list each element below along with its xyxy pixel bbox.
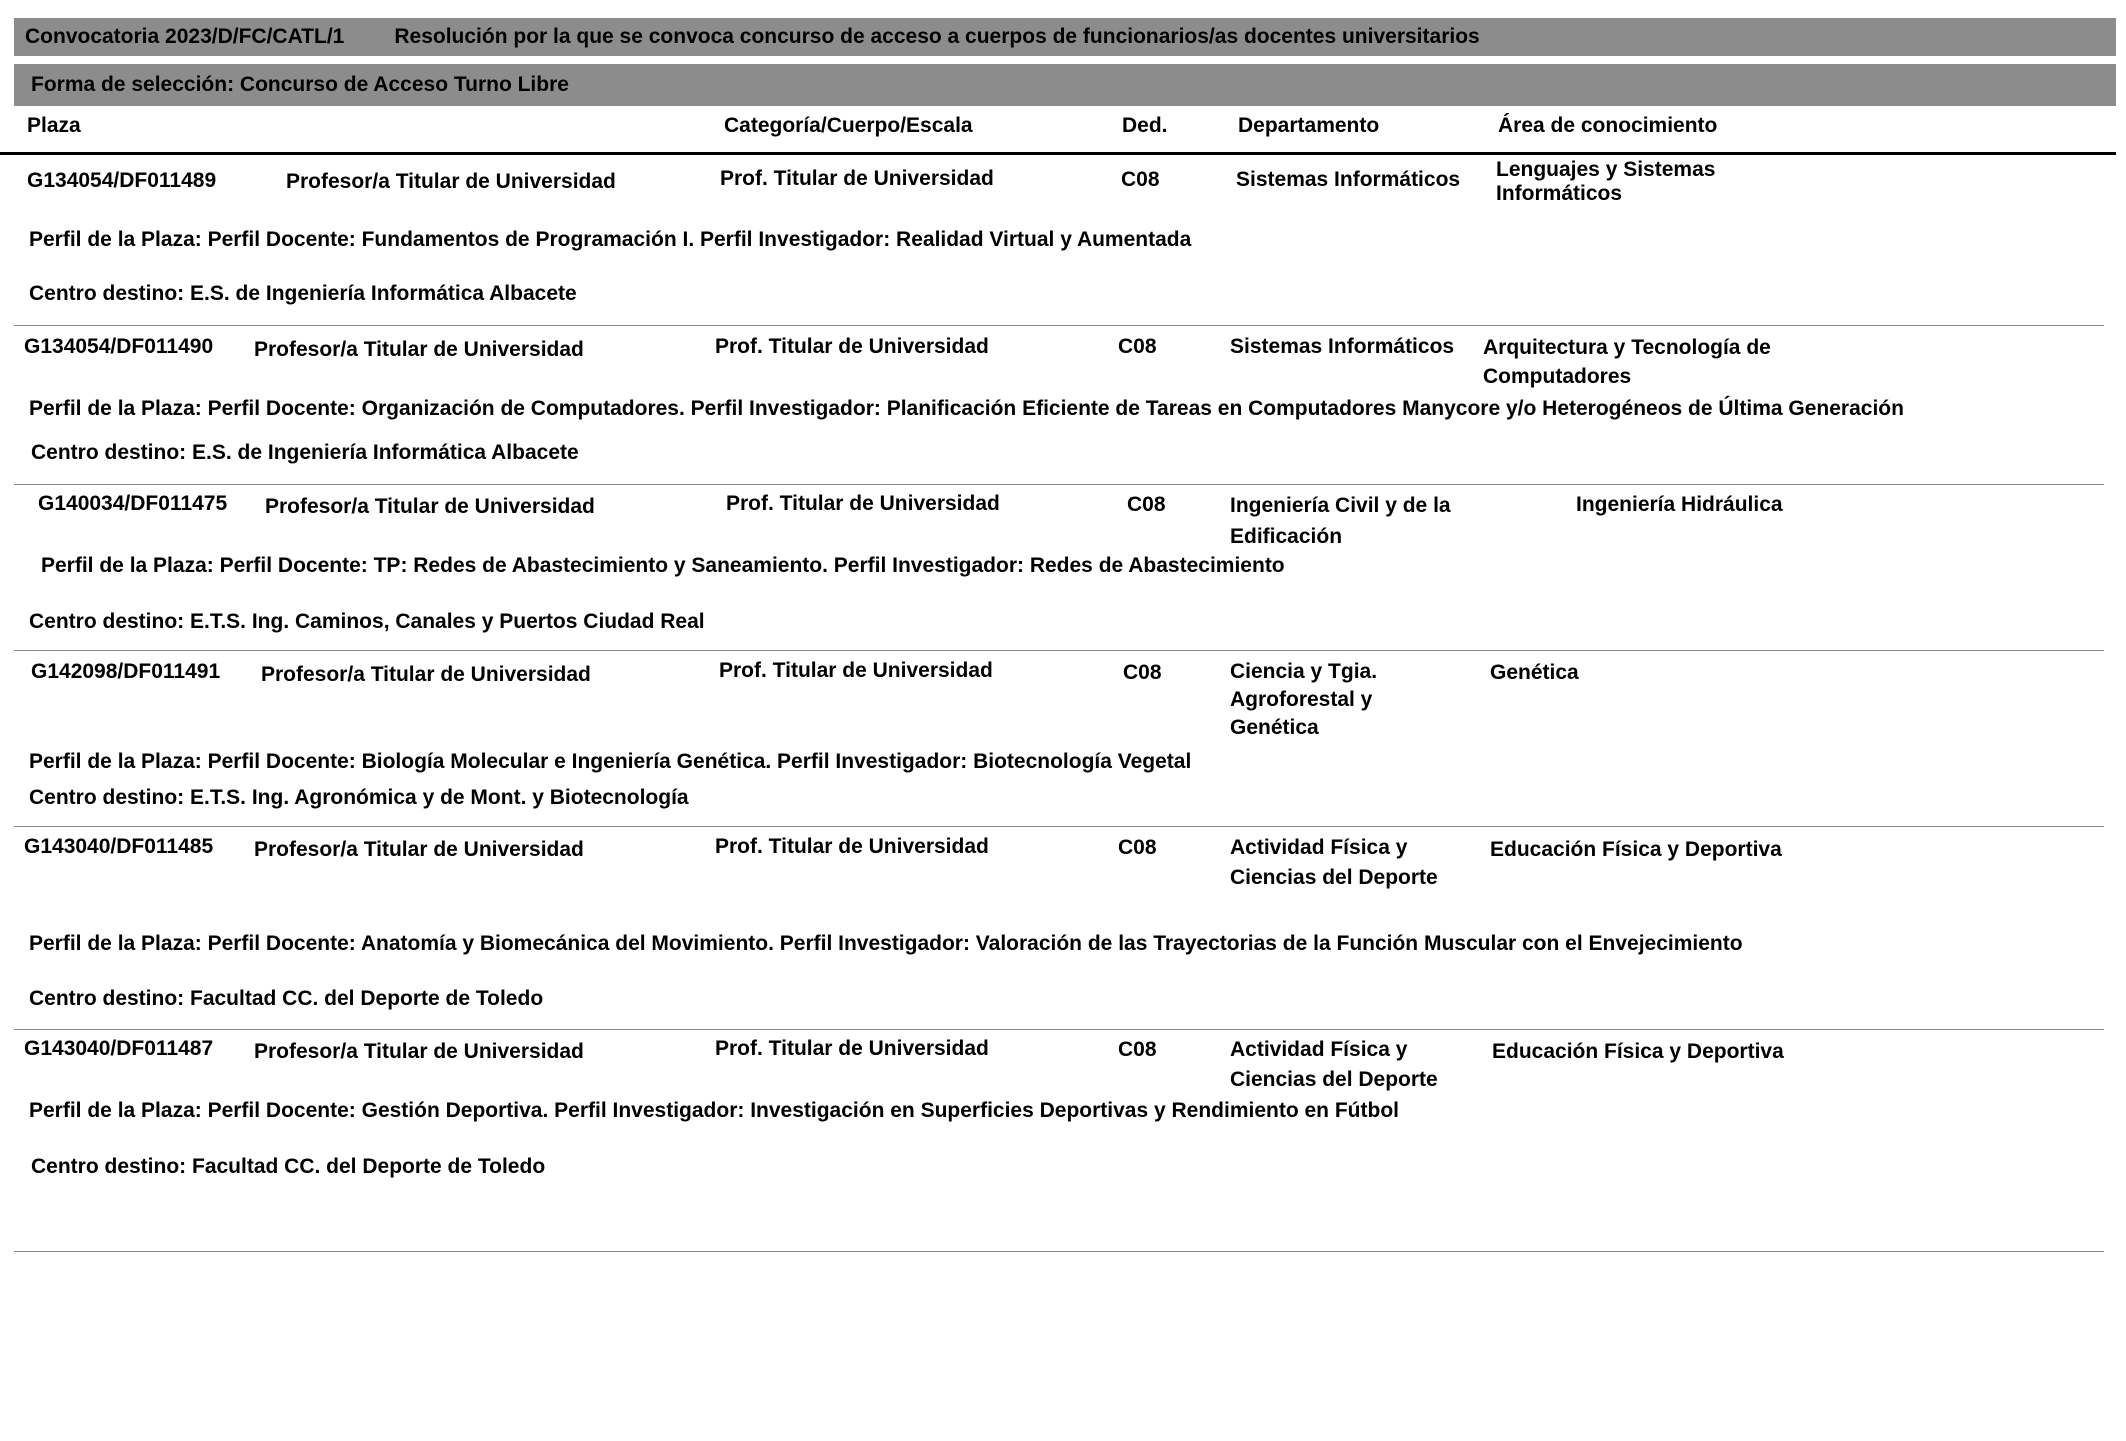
column-ded: Ded.	[1122, 114, 1168, 137]
plaza-centro: Centro destino: E.T.S. Ing. Agronómica y de Mont. y Biotecnología	[29, 786, 689, 809]
column-header-row	[0, 112, 2116, 155]
plaza-dedicacion: C08	[1123, 661, 1162, 684]
plaza-categoria: Prof. Titular de Universidad	[726, 492, 1000, 515]
plaza-area: Lenguajes y Sistemas Informáticos	[1496, 158, 1716, 205]
plaza-departamento: Actividad Física y Ciencias del Deporte	[1230, 1038, 1438, 1091]
table-end-divider	[14, 1251, 2104, 1252]
plaza-code: G134054/DF011490	[24, 335, 214, 358]
plaza-departamento: Sistemas Informáticos	[1230, 335, 1455, 358]
plaza-perfil: Perfil de la Plaza: Perfil Docente: TP: Redes de Abastecimiento y Saneamiento. Perfil Investigador: Redes de Abastecimiento	[41, 554, 1285, 577]
plaza-categoria: Prof. Titular de Universidad	[715, 835, 989, 858]
plaza-dedicacion: C08	[1118, 335, 1157, 358]
column-departamento: Departamento	[1238, 114, 1380, 137]
plaza-divider	[14, 650, 2104, 651]
plaza-cuerpo: Profesor/a Titular de Universidad	[286, 170, 616, 193]
plaza-cuerpo: Profesor/a Titular de Universidad	[254, 1040, 584, 1063]
plaza-categoria: Prof. Titular de Universidad	[720, 167, 994, 190]
plaza-perfil: Perfil de la Plaza: Perfil Docente: Anatomía y Biomecánica del Movimiento. Perfil Investigador: Valoración de las Trayectorias de la Función Muscular con el Envejecimiento	[29, 932, 1743, 955]
plaza-cuerpo: Profesor/a Titular de Universidad	[265, 495, 595, 518]
plaza-record	[0, 158, 2116, 324]
plaza-categoria: Prof. Titular de Universidad	[715, 1037, 989, 1060]
convocatoria-title: Resolución por la que se convoca concurso de acceso a cuerpos de funcionarios/as docentes universitarios	[394, 25, 1480, 48]
column-area: Área de conocimiento	[1498, 114, 1718, 137]
plaza-dedicacion: C08	[1121, 168, 1160, 191]
plaza-record	[0, 333, 2116, 483]
plaza-code: G134054/DF011489	[27, 169, 217, 192]
plaza-code: G140034/DF011475	[38, 492, 228, 515]
plaza-dedicacion: C08	[1127, 493, 1166, 516]
plaza-divider	[14, 484, 2104, 485]
plaza-centro: Centro destino: Facultad CC. del Deporte de Toledo	[31, 1155, 546, 1178]
plaza-record	[0, 1035, 2116, 1185]
plaza-record	[0, 833, 2116, 1027]
plaza-divider	[14, 826, 2104, 827]
plaza-area: Arquitectura y Tecnología de Computadores	[1483, 336, 1771, 388]
plaza-record	[0, 490, 2116, 648]
plaza-divider	[14, 325, 2104, 326]
plaza-departamento: Actividad Física y Ciencias del Deporte	[1230, 836, 1438, 889]
plaza-dedicacion: C08	[1118, 836, 1157, 859]
plaza-categoria: Prof. Titular de Universidad	[719, 659, 993, 682]
convocatoria-banner	[14, 18, 2116, 56]
plaza-perfil: Perfil de la Plaza: Perfil Docente: Gestión Deportiva. Perfil Investigador: Investigación en Superficies Deportivas y Rendimiento en Fútbol	[29, 1099, 1399, 1122]
plaza-area: Ingeniería Hidráulica	[1576, 493, 1783, 516]
plaza-area: Educación Física y Deportiva	[1490, 838, 1782, 861]
plaza-code: G143040/DF011485	[24, 835, 214, 858]
plaza-cuerpo: Profesor/a Titular de Universidad	[261, 663, 591, 686]
plaza-dedicacion: C08	[1118, 1038, 1157, 1061]
plaza-record	[0, 658, 2116, 824]
column-plaza: Plaza	[27, 114, 81, 137]
plaza-code: G142098/DF011491	[31, 660, 221, 683]
plaza-perfil: Perfil de la Plaza: Perfil Docente: Fundamentos de Programación I. Perfil Investigador: Realidad Virtual y Aumentada	[29, 228, 1192, 251]
plaza-divider	[14, 1029, 2104, 1030]
plaza-code: G143040/DF011487	[24, 1037, 214, 1060]
plaza-departamento: Sistemas Informáticos	[1236, 168, 1461, 191]
plaza-centro: Centro destino: E.S. de Ingeniería Informática Albacete	[29, 282, 577, 305]
plaza-departamento: Ciencia y Tgia. Agroforestal y Genética	[1230, 660, 1378, 739]
plaza-cuerpo: Profesor/a Titular de Universidad	[254, 338, 584, 361]
forma-seleccion-banner	[14, 64, 2116, 106]
plaza-centro: Centro destino: E.S. de Ingeniería Informática Albacete	[31, 441, 579, 464]
forma-seleccion: Forma de selección: Concurso de Acceso Turno Libre	[31, 73, 569, 96]
plaza-perfil: Perfil de la Plaza: Perfil Docente: Organización de Computadores. Perfil Investigador: Planificación Eficiente de Tareas en Computadores Manycore y/o Heterogéneos de Última Generación	[29, 397, 1904, 420]
column-categoria: Categoría/Cuerpo/Escala	[724, 114, 973, 137]
convocatoria-code: Convocatoria 2023/D/FC/CATL/1	[25, 25, 345, 48]
plaza-centro: Centro destino: E.T.S. Ing. Caminos, Canales y Puertos Ciudad Real	[29, 610, 705, 633]
plaza-area: Educación Física y Deportiva	[1492, 1040, 1784, 1063]
plaza-departamento: Ingeniería Civil y de la Edificación	[1230, 494, 1451, 548]
plaza-perfil: Perfil de la Plaza: Perfil Docente: Biología Molecular e Ingeniería Genética. Perfil Investigador: Biotecnología Vegetal	[29, 750, 1192, 773]
plaza-area: Genética	[1490, 661, 1579, 684]
plaza-categoria: Prof. Titular de Universidad	[715, 335, 989, 358]
plaza-centro: Centro destino: Facultad CC. del Deporte de Toledo	[29, 987, 544, 1010]
plaza-cuerpo: Profesor/a Titular de Universidad	[254, 838, 584, 861]
